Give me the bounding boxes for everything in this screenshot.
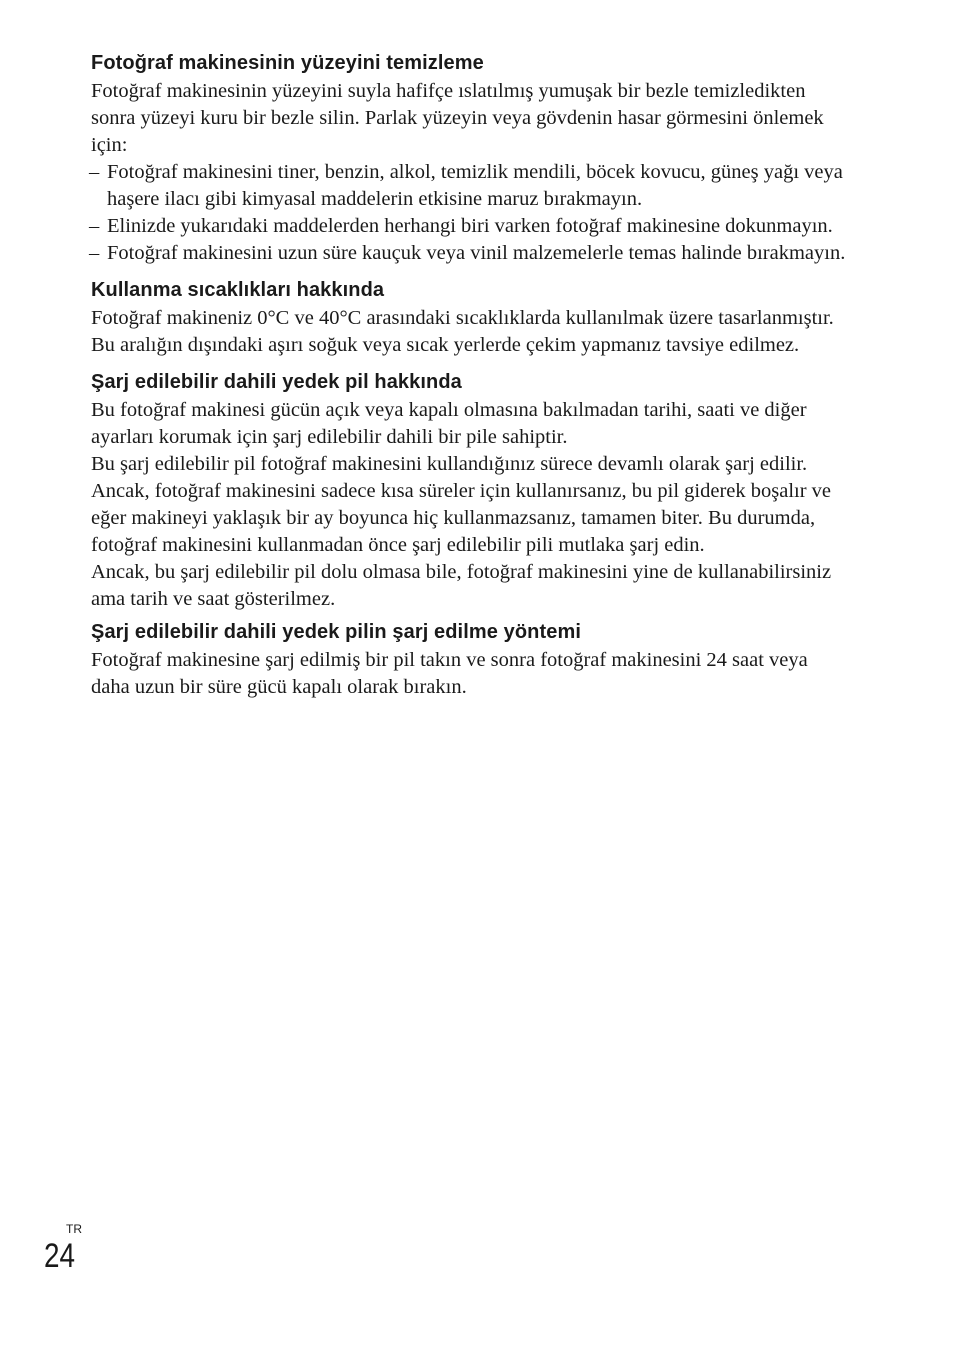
dash-bullet: – — [89, 242, 100, 264]
page-number: 24 — [44, 1237, 76, 1275]
section-heading: Şarj edilebilir dahili yedek pilin şarj edilme yöntemi — [91, 621, 582, 643]
section-cleaning-surface — [91, 50, 851, 267]
section-backup-battery — [91, 369, 851, 613]
dash-bullet: – — [89, 215, 100, 237]
paragraph: Bu şarj edilebilir pil fotoğraf makinesini kullandığınız sürece devamlı olarak şarj edilir. Ancak, fotoğraf makinesini sadece kısa süreler için kullanırsanız, bu pil giderek boşalır ve eğer makineyi yaklaşık bir ay boyunca hiç kullanmazsanız, tamamen biter. Bu durumda, fotoğraf makinesini kullanmadan önce şarj edilebilir pili mutlaka şarj edin. — [91, 453, 832, 556]
list-item: – Fotoğraf makinesini uzun süre kauçuk veya vinil malzemelerle temas halinde bırakmayın. — [91, 240, 851, 267]
section-operating-temperatures — [91, 277, 851, 359]
section-heading: Şarj edilebilir dahili yedek pil hakkında — [91, 371, 462, 393]
language-code: TR — [66, 1222, 82, 1236]
section-heading: Fotoğraf makinesinin yüzeyini temizleme — [91, 52, 484, 74]
paragraph: Fotoğraf makinesine şarj edilmiş bir pil takın ve sonra fotoğraf makinesini 24 saat veya daha uzun bir süre gücü kapalı olarak bırakın. — [91, 649, 808, 698]
document-page — [91, 50, 851, 701]
dash-bullet: – — [89, 161, 100, 183]
list-item: – Elinizde yukarıdaki maddelerden herhangi biri varken fotoğraf makinesine dokunmayın. — [91, 213, 851, 240]
list-item: – Fotoğraf makinesini tiner, benzin, alkol, temizlik mendili, böcek kovucu, güneş yağı veya haşere ilacı gibi kimyasal maddelerin etkisine maruz bırakmayın. — [89, 161, 843, 210]
paragraph: Fotoğraf makinesinin yüzeyini suyla hafifçe ıslatılmış yumuşak bir bezle temizledikten sonra yüzeyi kuru bir bezle silin. Parlak yüzeyin veya gövdenin hasar görmesini önlemek için: — [91, 80, 824, 156]
section-heading: Kullanma sıcaklıkları hakkında — [91, 279, 385, 301]
paragraph: Fotoğraf makineniz 0°C ve 40°C arasındaki sıcaklıklarda kullanılmak üzere tasarlanmıştır. Bu aralığın dışındaki aşırı soğuk veya sıcak yerlerde çekim yapmanız tavsiye edilmez. — [91, 307, 834, 356]
paragraph: Bu fotoğraf makinesi gücün açık veya kapalı olmasına bakılmadan tarihi, saati ve diğer ayarları korumak için şarj edilebilir dahili bir pile sahiptir. — [91, 399, 807, 448]
warning-list — [91, 159, 851, 267]
paragraph: Ancak, bu şarj edilebilir pil dolu olmasa bile, fotoğraf makinesini yine de kullanabilirsiniz ama tarih ve saat gösterilmez. — [91, 561, 832, 610]
section-charging-backup-battery — [91, 619, 851, 701]
